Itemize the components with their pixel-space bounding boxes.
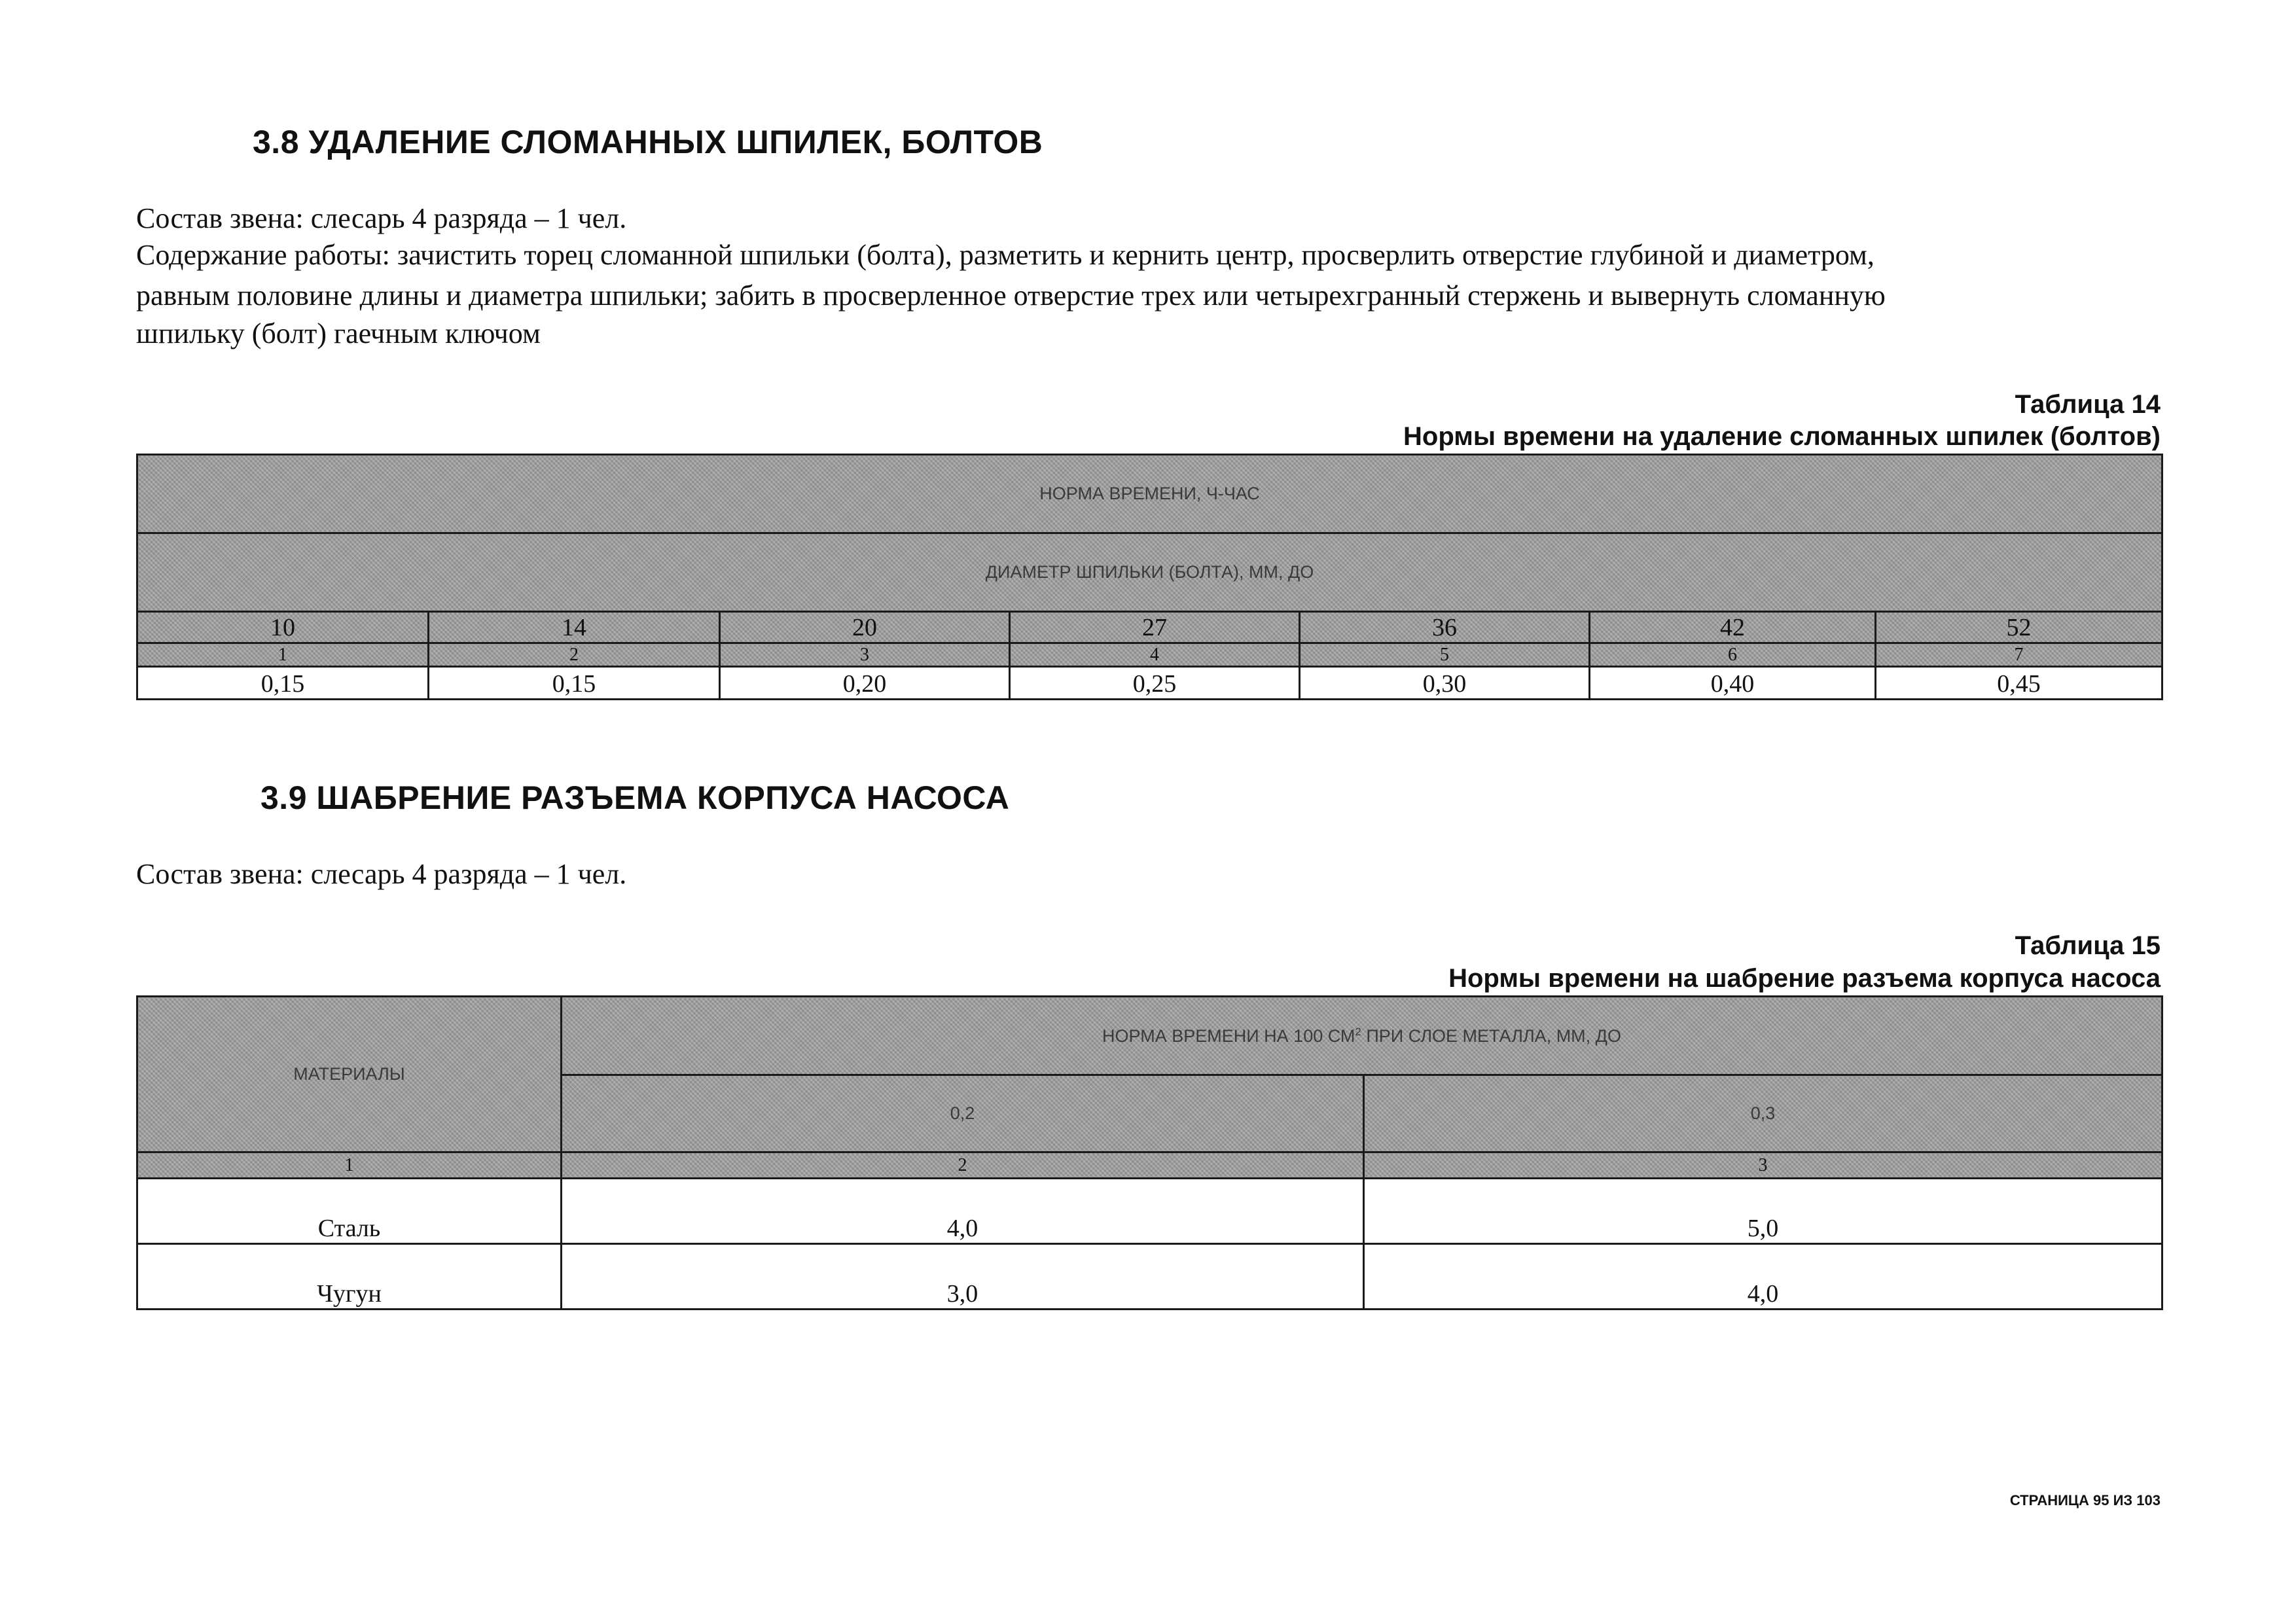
work-text-line-3: шпильку (болт) гаечным ключом: [136, 317, 541, 349]
table-15-index-cell: 2: [562, 1152, 1364, 1179]
table-15-layer-cell: 0,3: [1364, 1075, 2162, 1152]
table-15: [136, 995, 2163, 1310]
table-15-material-cell: Чугун: [137, 1244, 562, 1310]
table-15-caption: Нормы времени на шабрение разъема корпуса насоса: [1448, 964, 2161, 993]
table-15-header-norm-sup: 2: [1355, 1025, 1361, 1038]
table-14-header-diameter: ДИАМЕТР ШПИЛЬКИ (БОЛТА), ММ, ДО: [137, 533, 2162, 612]
table-14-value-cell: 0,45: [1876, 667, 2162, 700]
table-14-value-cell: 0,30: [1300, 667, 1590, 700]
crew-text-3-8: Состав звена: слесарь 4 разряда – 1 чел.: [136, 202, 627, 234]
table-15-value-cell: 4,0: [562, 1179, 1364, 1244]
crew-text-3-9: Состав звена: слесарь 4 разряда – 1 чел.: [136, 858, 627, 890]
table-15-layer-cell: 0,2: [562, 1075, 1364, 1152]
table-14-value-cell: 0,40: [1590, 667, 1876, 700]
table-15-index-cell: 3: [1364, 1152, 2162, 1179]
table-14-diameter-cell: 10: [137, 612, 429, 643]
table-14-number: Таблица 14: [2015, 390, 2161, 419]
work-text-line-1: Содержание работы: зачистить торец сломанной шпильки (болта), разметить и кернить центр, просверлить отверстие глубиной и диаметром,: [136, 239, 1874, 271]
table-14: [136, 454, 2163, 700]
table-15-number: Таблица 15: [2015, 931, 2161, 960]
table-14-value-cell: 0,15: [429, 667, 720, 700]
table-14-index-cell: 3: [720, 643, 1010, 667]
table-14-diameter-cell: 20: [720, 612, 1010, 643]
table-14-index-cell: 6: [1590, 643, 1876, 667]
table-15-material-cell: Сталь: [137, 1179, 562, 1244]
section-title-3-8: 3.8 УДАЛЕНИЕ СЛОМАННЫХ ШПИЛЕК, БОЛТОВ: [253, 124, 1043, 160]
table-14-index-cell: 5: [1300, 643, 1590, 667]
table-14-value-cell: 0,20: [720, 667, 1010, 700]
table-14-index-cell: 1: [137, 643, 429, 667]
table-14-diameter-cell: 42: [1590, 612, 1876, 643]
table-14-index-cell: 4: [1010, 643, 1300, 667]
table-14-diameter-cell: 52: [1876, 612, 2162, 643]
table-15-value-cell: 3,0: [562, 1244, 1364, 1310]
table-15-value-cell: 4,0: [1364, 1244, 2162, 1310]
table-14-value-cell: 0,15: [137, 667, 429, 700]
table-14-value-cell: 0,25: [1010, 667, 1300, 700]
table-15-index-cell: 1: [137, 1152, 562, 1179]
table-14-diameter-cell: 27: [1010, 612, 1300, 643]
section-title-3-9: 3.9 ШАБРЕНИЕ РАЗЪЕМА КОРПУСА НАСОСА: [260, 779, 1010, 816]
page-number: СТРАНИЦА 95 ИЗ 103: [2009, 1492, 2161, 1508]
table-14-diameter-cell: 14: [429, 612, 720, 643]
table-15-header-norm-text: НОРМА ВРЕМЕНИ НА 100 СМ: [1102, 1026, 1355, 1046]
table-15-header-materials: МАТЕРИАЛЫ: [137, 997, 562, 1152]
table-14-index-cell: 7: [1876, 643, 2162, 667]
table-14-caption: Нормы времени на удаление сломанных шпилек (болтов): [1403, 422, 2161, 451]
table-14-diameter-cell: 36: [1300, 612, 1590, 643]
work-text-line-2: равным половине длины и диаметра шпильки; забить в просверленное отверстие трех или четырехгранный стержень и вывернуть сломанную: [136, 279, 1886, 312]
table-15-header-norm: [562, 997, 2162, 1075]
table-15-value-cell: 5,0: [1364, 1179, 2162, 1244]
table-14-index-cell: 2: [429, 643, 720, 667]
table-14-header-norm: НОРМА ВРЕМЕНИ, Ч-ЧАС: [137, 455, 2162, 533]
table-15-header-norm-tail: ПРИ СЛОЕ МЕТАЛЛА, ММ, ДО: [1361, 1026, 1621, 1046]
